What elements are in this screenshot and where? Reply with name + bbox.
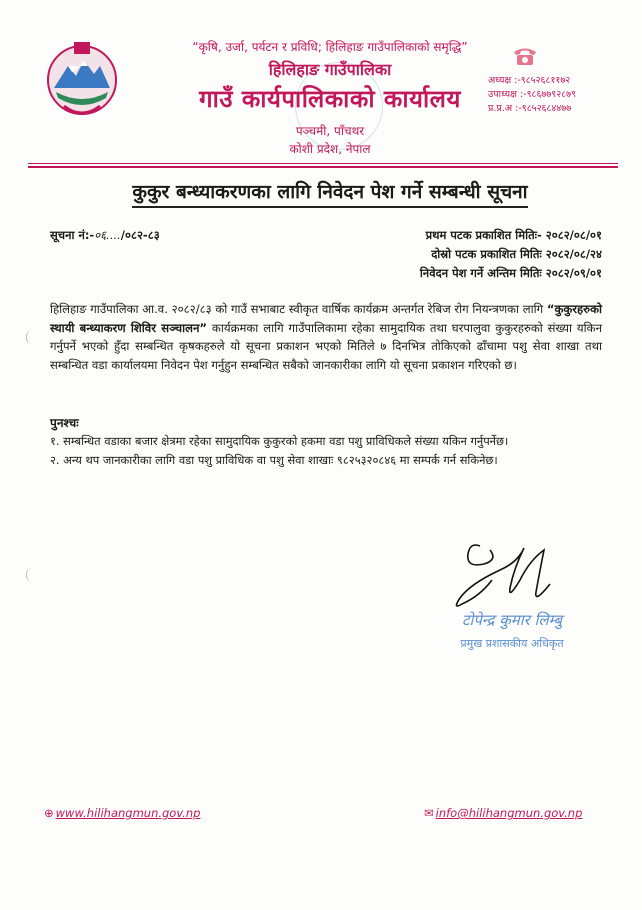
program-name: “कुकुरहरुको स्थायी बन्ध्याकरण शिविर सञ्चालन” [50,302,602,335]
signatory-name: टोपेन्द्र कुमार लिम्बु [461,611,563,629]
email-text: info@hilihangmun.gov.np [435,806,583,820]
address-line-1: पञ्चमी, पाँचथर [295,124,365,138]
envelope-icon: ✉ [424,806,434,820]
header-divider-thin [28,163,618,164]
notice-title-text: कुकुर बन्ध्याकरणका लागि निवेदन पेश गर्ने सम्बन्धी सूचना [132,178,527,208]
signatory-title: प्रमुख प्रशासकीय अधिकृत [460,637,564,650]
header-slogan: “कृषि, उर्जा, पर्यटन र प्रविधि; हिलिहाङ गाउँपालिकाको समृद्धि” [192,40,468,54]
list-item: १. सम्बन्धित वडाका बजार क्षेत्रमा रहेका सामुदायिक कुकुरको हकमा वडा पशु प्राविधिकले संख्या यकिन गर्नुपर्नेछ। [50,434,509,448]
postscript-list [50,432,610,470]
publication-dates [300,226,602,283]
list-item: २. अन्य थप जानकारीका लागि वडा पशु प्राविधिक वा पशु सेवा शाखाः ९८२५३२०८४६ मा सम्पर्क गर्न सकिनेछ। [50,453,498,467]
body-text-2: कार्यक्रमका लागि गाउँपालिकामा रहेका सामुदायिक तथा घरपालुवा कुकुरहरुको संख्या यकिन गर्नुपर्ने भएको हुँदा सम्बन्धित कृषकहरुले यो सूचना प्रकाशन भएको मितिले ७ दिनभित्र तोकिएको ढाँचामा पशु सेवा शाखा तथा सम्बन्धित वडा कार्यालयमा निवेदन पेश गर्नुहुन सम्बन्धित सबैको जानकारीका लागि यो सूचना प्रकाशन गरिएको छ। [50,320,602,372]
website-text: www.hilihangmun.gov.np [55,806,201,820]
phone-chairperson: अध्यक्ष :-९८५२६८११७२ [488,75,571,86]
header-divider-thick [28,166,618,168]
body-text-1: हिलिहाङ गाउँपालिका आ.व. २०८२/८३ को गाउँ सभाबाट स्वीकृत वार्षिक कार्यक्रम अन्तर्गत रेबिज रोग नियन्त्रणका लागि [50,302,547,316]
nepal-emblem-icon [44,36,120,120]
notice-title [70,178,590,208]
punch-hole [26,330,37,344]
notice-number-value: ०६.... [94,228,121,242]
notice-number [50,228,160,243]
telephone-icon [512,46,538,66]
phone-vice-chairperson: उपाध्यक्ष :-९८६७७९२८७९ [488,89,577,100]
second-publication-date: दोस्रो पटक प्रकाशित मितिः २०८२/०८/२४ [431,247,602,261]
notice-body [50,300,602,374]
email-link[interactable] [424,806,582,820]
website-link[interactable] [44,806,200,820]
notice-number-label: सूचना नं:- [50,228,95,242]
municipality-name: हिलिहाङ गाउँपालिका [268,60,392,79]
notice-number-suffix: /०८२-८३ [120,228,160,242]
phone-list [488,74,576,116]
phone-cao: प्र.प्र.अ :-९८५२६८४४७७ [488,103,572,114]
application-deadline: निवेदन पेश गर्ने अन्तिम मितिः २०८२/०९/०१ [419,266,602,280]
first-publication-date: प्रथम पटक प्रकाशित मितिः- २०८२/०८/०१ [425,228,602,242]
office-name: गाउँ कार्यपालिकाको कार्यालय [199,85,461,113]
handwritten-signature [440,540,570,620]
globe-icon: ⊕ [44,806,54,820]
postscript-heading: पुनश्चः [50,416,79,430]
punch-hole [26,568,37,582]
address-line-2: कोशी प्रदेश, नेपाल [289,142,371,156]
